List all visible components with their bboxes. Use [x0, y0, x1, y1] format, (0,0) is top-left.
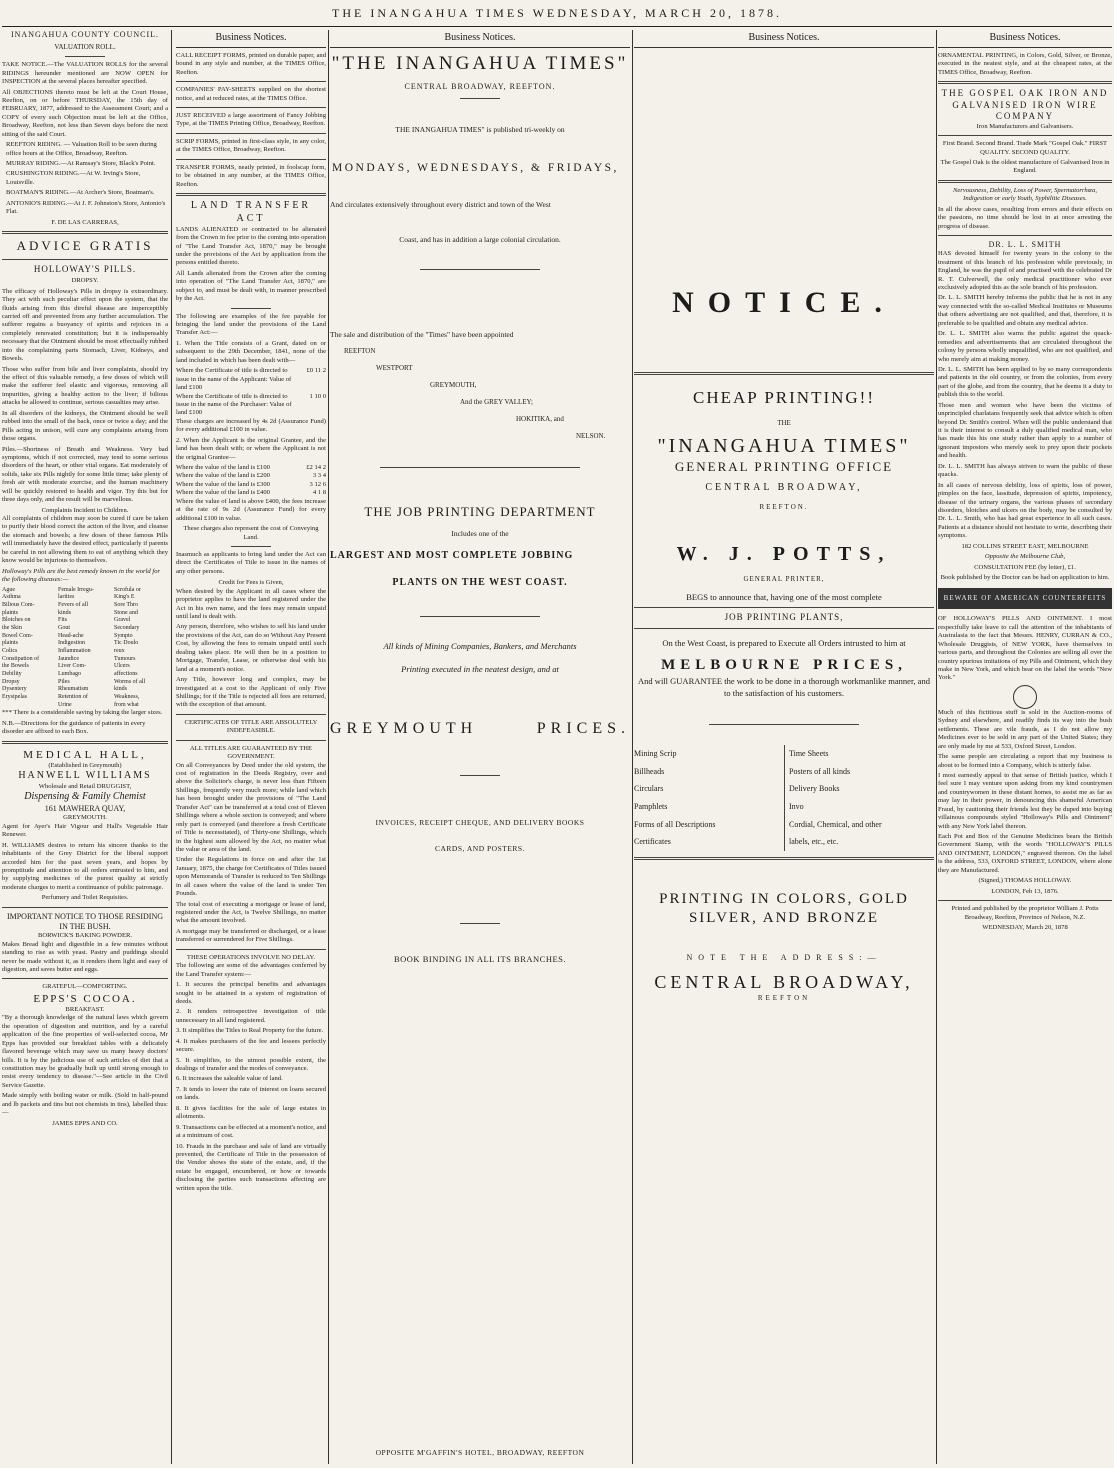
- divider: [176, 193, 326, 196]
- fee-amount: £0 11 2: [306, 367, 326, 375]
- reefton: REEFTON.: [759, 502, 809, 511]
- coast-line: Coast, and has in addition a large colonial circulation.: [399, 235, 561, 245]
- notice-heading: NOTICE.: [672, 285, 896, 319]
- town-reefton: REEFTON: [344, 347, 376, 356]
- greymouth-word: GREYMOUTH: [330, 719, 478, 737]
- divider: [938, 135, 1112, 136]
- advantage-item: 5. It simplifies, to the utmost possible extent, the dealings of transfer and the modes of conveyance.: [176, 1056, 326, 1073]
- nb-note: N.B.—Directions for the guidance of patients in every disorder are affixed to each Box.: [2, 719, 146, 736]
- fee-row: [176, 472, 326, 480]
- holloway-date: LONDON, Feb 13, 1876.: [991, 887, 1059, 895]
- publication-days: MONDAYS, WEDNESDAYS, & FRIDAYS,: [332, 161, 619, 174]
- riding-item: BOATMAN'S RIDING.—At Archer's Store, Boatman's.: [6, 189, 155, 197]
- print-item: Time Sheets: [789, 749, 829, 759]
- advantage-item: 7. It tends to lower the rate of interest on loans secured on lands.: [176, 1085, 326, 1102]
- column-1: [2, 30, 168, 1464]
- agents-line: The sale and distribution of the "Times" have been appointed: [330, 329, 514, 339]
- printed-by: Printed and published by the proprietor William J. Potts Broadway, Reefton, Province of Nelson, N.Z.: [951, 905, 1099, 921]
- fee-row: [176, 481, 326, 489]
- certificates-title: CERTIFICATES OF TITLE ARE ABSOLUTELY INDEFEASIBLE.: [184, 718, 318, 735]
- fee-label: Where the Certificate of title is directed to issue in the name of the Purchaser: Value of land £100: [176, 392, 292, 417]
- column-header: Business Notices.: [938, 30, 1112, 48]
- column-divider: [328, 30, 329, 1464]
- council-objections: All OBJECTIONS thereto must be left at the Court House, Reefton, on or before THURSDAY, the 15th day of FEBRUARY, 1877, addressed to the Assessment Court; and a COPY of every such Objection must be left at the Office, Broadway, Reefton, not less than Seven days before the next sitting of the said Court.: [2, 88, 168, 138]
- divider: [709, 724, 859, 725]
- disease-item: Colics: [2, 647, 18, 654]
- disease-item: the Skin: [2, 624, 22, 631]
- town-grey-valley: And the GREY VALLEY;: [460, 398, 533, 407]
- dropsy-text: The efficacy of Holloway's Pills in dropsy is extraordinary. They act with such peculiar effect upon the system, that the fluids arising from this direful disease are imperceptibly carried off and prevented from any further accumulation. The sufferer regains a buoyancy of spirits and rejoices in a completely renovated constitution; but it is indispensably necessary that the Ointment should be most effectually rubbed into the complaining parts Stomach, Liver, Kidneys, and Bowels.: [2, 287, 168, 363]
- includes-line: Includes one of the: [451, 528, 509, 538]
- divider: [176, 81, 326, 82]
- advantage-item: 6. It increases the saleable value of land.: [176, 1075, 283, 1083]
- gospel-text: The Gospel Oak is the oldest manufacture of Galvanised Iron in England.: [940, 158, 1110, 175]
- column-divider: [936, 30, 937, 1464]
- disease-item: from what: [114, 701, 139, 708]
- disease-item: larities: [58, 594, 75, 601]
- town-westport: WESTPORT: [376, 364, 413, 373]
- hanwell-williams: HANWELL WILLIAMS: [18, 770, 152, 782]
- advantage-item: 3. It simplifies the Titles to Real Property for the future.: [176, 1027, 324, 1035]
- divider: [231, 546, 271, 547]
- council-title: INANGAHUA COUNTY COUNCIL.: [10, 30, 160, 39]
- fee-amount: 4 1 8: [312, 489, 326, 497]
- potts-name: W. J. POTTS,: [676, 542, 892, 565]
- disease-item: Asthma: [2, 594, 21, 601]
- fee-amount: 1 10 0: [309, 392, 326, 400]
- largest-line: LARGEST AND MOST COMPLETE JOBBING: [330, 550, 574, 562]
- divider: [460, 775, 500, 776]
- book-binding: BOOK BINDING IN ALL ITS BRANCHES.: [393, 954, 567, 965]
- begs-line: BEGS to announce that, having one of the most complete: [686, 592, 882, 603]
- divider: [634, 372, 934, 375]
- fee-row: [176, 464, 326, 472]
- companies-paysheets: COMPANIES' PAY-SHEETS supplied on the shortest notice, and at reduced rates, at the TIMES Office.: [176, 86, 326, 102]
- holloway-warning: OF HOLLOWAY'S PILLS AND OINTMENT. I most respectfully take leave to call the attention of the inhabitants of Australasia to the fact that Messrs. HENRY, CURRAN & CO., Wholesale Druggists, of NEW YORK, have themselves in various parts, and throughout the Colonies are selling all over the country spurious imitations of my Pills and Ointment, which they make in New York, and which bear on the label the words "New York.": [938, 615, 1112, 682]
- disease-item: Bilious Com-: [2, 601, 35, 608]
- print-item: Posters of all kinds: [789, 766, 851, 776]
- disease-item: Secondary: [114, 624, 140, 631]
- disease-item: Weakness,: [114, 693, 140, 700]
- disease-item: Scrofula or: [114, 586, 141, 593]
- lta-text: These charges also represent the cost of Conveying Land.: [183, 525, 319, 541]
- disease-item: Debility: [2, 670, 22, 677]
- disease-item: Erysipelas: [2, 693, 27, 700]
- fee-row: [176, 489, 326, 497]
- divider: [176, 133, 326, 134]
- divider: [938, 900, 1112, 901]
- print-item: Certificates: [634, 837, 671, 847]
- smith-address: 182 COLLINS STREET EAST, MELBOURNE: [961, 542, 1089, 550]
- central-broadway-big: CENTRAL BROADWAY,: [654, 972, 914, 993]
- divider: [460, 98, 500, 99]
- disease-item: Tic Doulo: [114, 640, 139, 647]
- divider: [231, 308, 271, 309]
- borwick-title: BORWICK'S BAKING POWDER.: [37, 932, 133, 940]
- divider: [420, 616, 540, 617]
- disease-item: Rheumatism: [58, 686, 89, 693]
- titles-text: A mortgage may be transferred or discharged, or a lease transferred or surrendered for Five Shillings.: [176, 927, 326, 944]
- disease-item: Gravel: [114, 617, 131, 624]
- divider: [380, 467, 580, 468]
- complaints-heading: Complaints Incident to Children.: [41, 506, 129, 514]
- smith-opposite: Opposite the Melbourne Club,: [984, 553, 1066, 561]
- transfer-forms: TRANSFER FORMS, neatly printed, in foolscap form, to be obtained in any number, at the TIMES Office, Reefton.: [176, 163, 326, 188]
- divider: [176, 107, 326, 108]
- column-header: Business Notices.: [330, 30, 630, 48]
- divider: [176, 949, 326, 950]
- greymouth: GREYMOUTH.: [63, 814, 107, 822]
- items-right: [784, 745, 934, 851]
- titles-text: The total cost of executing a mortgage or lease of land, registered under the Act, is Twelve Shillings, no matter what the amount involved.: [176, 900, 326, 925]
- gospel-sub: Iron Manufacturers and Galvanisers.: [976, 122, 1074, 130]
- town-nelson: NELSON.: [576, 432, 606, 441]
- council-subtitle: VALUATION ROLL.: [54, 43, 116, 52]
- epps-signature: JAMES EPPS AND CO.: [52, 1119, 118, 1127]
- holloway-warning: Much of this fictitious stuff is sold in the Auction-rooms of Sydney and elsewhere, and readily finds its way into the bush settlements. These are vile frauds, as I do not allow my Medicines ever to be sold in any part of the United States; they are only made by me at 533, Oxford Street, London.: [938, 708, 1112, 750]
- divider: [2, 259, 168, 260]
- titles-text: Under the Regulations in force on and after the 1st January, 1875, the charge for Certificates of Titles issued upon Memoranda of Transfer is reduced to Ten Shillings in all cases where the value of the land is under Ten Pounds.: [176, 856, 326, 898]
- disease-item: the Bowels: [2, 663, 29, 670]
- print-item: Invo: [789, 802, 804, 812]
- scrip-forms: SCRIP FORMS, printed in first-class style, in any color, at the TIMES Office, Broadway, Reefton.: [176, 137, 326, 154]
- medical-sub: (Established in Greymouth): [48, 761, 122, 769]
- advice-title: ADVICE GRATIS: [16, 238, 154, 254]
- lta-text: The following are examples of the fee payable for bringing the land under the provisions of the Land Transfer Act:—: [176, 312, 326, 337]
- riding-item: ANTONIO'S RIDING.—At J. F. Johnston's Store, Antonio's Flat.: [6, 199, 166, 216]
- divider: [938, 81, 1112, 84]
- disease-item: Piles: [58, 678, 70, 685]
- divider: [65, 56, 105, 57]
- disease-item: Lumbago: [58, 670, 81, 677]
- divider: [938, 180, 1112, 183]
- print-item: Circulars: [634, 784, 664, 794]
- fee-label: Where the Certificate of title is directed to issue in the name of the Applicant: Value of land £100: [176, 367, 292, 392]
- print-item: labels, etc., etc.: [789, 837, 839, 847]
- divider: [2, 907, 168, 908]
- divider: [634, 857, 934, 860]
- advantages-list: [176, 981, 326, 1193]
- holloway-signature: (Signed,) THOMAS HOLLOWAY.: [978, 877, 1072, 885]
- disease-item: Indigestion: [58, 640, 85, 647]
- disease-item: Tumours: [114, 655, 136, 662]
- dropsy-text: Piles.—Shortness of Breath and Weakness. Very bad symptoms, which if not corrected, may tend to some serious disorders of the heart, or other vital organs. Eat moderately of solids, take six Pills nightly for some little time; take plenty of fresh air with moderate exercise, and the human machinery will be quickly restored to health and vigor. Try this but for three days only, and the result will be marvellous.: [2, 445, 168, 504]
- holloway-warning: I most earnestly appeal to that sense of British justice, which I feel sure I may venture upon asking from my kind countrymen and countrywomen in these distant homes, to assist me as far as may lay in their power, in denouncing this shameful American Fraud, by cautioning their friends lest they be duped into buying villainous compounds styled "Holloway's Pills and Ointment" with any New York label thereon.: [938, 771, 1112, 830]
- operations-title: THESE OPERATIONS INVOLVE NO DELAY.: [186, 953, 316, 961]
- general-printing-office: GENERAL PRINTING OFFICE: [674, 459, 894, 475]
- disease-item: Fits: [58, 617, 68, 624]
- agent-text: Agent for Ayer's Hair Vigour and Hall's Vegetable Hair Renewer.: [2, 822, 168, 839]
- dropsy-heading: DROPSY.: [71, 277, 99, 285]
- riding-item: REEFTON RIDING. — Valuation Roll to be seen during office hours at the Office, Broadway, Reefton.: [6, 141, 157, 157]
- disease-list: [2, 587, 168, 710]
- disease-item: Ague: [2, 586, 15, 593]
- items-left: [634, 745, 780, 851]
- disease-item: Liver Com-: [58, 663, 87, 670]
- column-divider: [171, 30, 172, 1464]
- print-item: Billheads: [634, 766, 665, 776]
- epps-cocoa: EPPS'S COCOA.: [33, 992, 137, 1005]
- town-hokitika: HOKITIKA, and: [516, 415, 564, 424]
- fee-label: Where the value of the land is £200: [176, 472, 270, 480]
- disease-item: Retention of: [58, 693, 88, 700]
- times-address: CENTRAL BROADWAY, REEFTON.: [404, 82, 556, 92]
- guarantee-line: And will GUARANTEE the work to be done in a thorough workmanlike manner, and to the satisfaction of his customers.: [638, 675, 930, 699]
- divider: [938, 235, 1112, 236]
- smith-text: Dr. L. L. SMITH has been applied to by so many correspondents and patients in the old country, or from the colonies, from every part of the globe, and from the country, that he deems it a duty to publish this to the world.: [938, 365, 1112, 399]
- nervousness-text: In all the above cases, resulting from errors and their effects on the passions, no time should be lost in at once arresting the progress of disease.: [938, 205, 1112, 230]
- smith-text: In all cases of nervous debility, loss of spirits, loss of power, pimples on the face, lassitude, depression of spirits, impotency, disease of the urinary organs, the various phases of secondary disorders, blotches and ulcers on the body, may be consulted by Dr. L. L. Smith, who has had great experience in all such cases. Patients at a distance should not hesitate to write, describing their symptoms.: [938, 481, 1112, 540]
- riding-item: CRUSHINGTON RIDING.—At W. Irving's Store, Louisville.: [6, 170, 141, 186]
- lta-text: Inasmuch as applicants to bring land under the Act can direct the Certificates of Title to issue in the names of any other persons.: [176, 550, 326, 575]
- all-kinds-line: All kinds of Mining Companies, Bankers, and Merchants: [383, 640, 577, 651]
- fee-amount: £2 14 2: [306, 464, 326, 472]
- job-department: THE JOB PRINTING DEPARTMENT: [364, 504, 596, 520]
- disease-item: kinds: [58, 609, 72, 616]
- disease-item: Sore Thro: [114, 601, 139, 608]
- column-2: [176, 30, 326, 1464]
- divider: [634, 628, 934, 629]
- disease-item: [2, 702, 56, 710]
- holloway-warning: The same people are circulating a report that my business is about to be formed into a Company, which is utterly false.: [938, 753, 1112, 769]
- plants-line: PLANTS ON THE WEST COAST.: [392, 577, 568, 589]
- disease-item: Fevers of all: [58, 601, 88, 608]
- fee-table: [176, 367, 326, 418]
- lta-text: All Lands alienated from the Crown after the coming into operation of "The Land Transfer Act, 1870," are subject to, and must be dealt with, in manner prescribed by the Act.: [176, 269, 326, 303]
- cheap-printing: CHEAP PRINTING!!: [692, 388, 875, 408]
- advantage-item: 8. It gives facilities for the sale of large estates in allotments.: [176, 1104, 326, 1121]
- divider: [460, 923, 500, 924]
- divider: [176, 740, 326, 741]
- divider: [2, 231, 168, 234]
- disease-item: plaints: [2, 640, 18, 647]
- just-received: JUST RECEIVED a large assortment of Fancy Jobbing Type, at the TIMES Printing Office, Broadway, Reefton.: [176, 111, 326, 128]
- smith-title: DR. L. L. SMITH: [988, 240, 1062, 250]
- dropsy-text: Those who suffer from bile and liver complaints, should try the effect of this valuable remedy, a few doses of which will make the sufferer feel elastic and vigorous, removing all impurities, giving a healthy action to the liver; if bilious attacks be allowed to continue, serious casualties may arise.: [2, 365, 168, 407]
- disease-item: Sympto: [114, 632, 133, 639]
- print-item: Pamphlets: [634, 802, 668, 812]
- top-rule: [2, 26, 1112, 27]
- printing-colors: PRINTING IN COLORS, GOLD SILVER, AND BRONZE: [659, 890, 909, 927]
- divider: [2, 978, 168, 979]
- west-coast-line: On the West Coast, is prepared to Execute all Orders intrusted to him at: [662, 637, 906, 648]
- fee-table: [176, 464, 326, 498]
- holloway-seal-icon: [1013, 685, 1037, 709]
- land-transfer-title: LAND TRANSFER ACT: [190, 200, 312, 224]
- column-divider: [632, 30, 633, 1464]
- disease-item: Constipation of: [2, 655, 40, 662]
- druggist: Wholesale and Retail DRUGGIST,: [38, 782, 132, 790]
- issue-date: WEDNESDAY, March 20, 1878: [982, 923, 1068, 931]
- holloway-warning: Each Pot and Box of the Genuine Medicines bears the British Government Stamp, with the words "HOLLOWAY'S PILLS AND OINTMENT, LONDON," engraved thereon. On the label is the address, 533, OXFORD STREET, LONDON, where alone they are Manufactured.: [938, 833, 1112, 874]
- advantage-item: 4. It makes purchasers of the fee and lessees perfectly secure.: [176, 1037, 326, 1054]
- advantage-item: 10. Frauds in the purchase and sale of land are virtually prevented, the Certificate of Title in the possession of the Vendor shows the state of the estate, and, if the estate be engaged, encumbered, or how or towards disclosing the parties such transactions affecting are written upon the title.: [176, 1142, 326, 1192]
- lta-text: Where the value of land is above £400, the fees increase at the rate of 9s 2d (Assurance Fund) for every additional £100 in value.: [176, 497, 326, 522]
- fee-label: Where the value of the land is £100: [176, 464, 270, 472]
- print-items: [634, 745, 934, 851]
- disease-item: affections: [114, 670, 138, 677]
- smith-fee: CONSULTATION FEE (by letter), £1.: [974, 563, 1076, 571]
- cards-line: CARDS, AND POSTERS.: [435, 843, 525, 853]
- circulation-line: And circulates extensively throughout every district and town of the West: [330, 199, 551, 209]
- fee-row: [176, 367, 326, 392]
- fee-row: [176, 393, 326, 418]
- note-address: NOTE THE ADDRESS:—: [686, 952, 882, 962]
- fee-label: Where the value of the land is £400: [176, 489, 270, 497]
- grateful: GRATEFUL—COMFORTING.: [42, 983, 128, 991]
- smith-book: Book published by the Doctor can be had on application to him.: [940, 574, 1110, 582]
- dropsy-text: In all disorders of the kidneys, the Ointment should be well rubbed into the small of the back, once or twice a day; and the Pills acting in unison, will cure any complaints arising from those organs.: [2, 409, 168, 443]
- lta-text: 1. When the Title consists of a Grant, dated on or subsequent to the 29th December, 1841, none of the land included in which has been dealt with—: [176, 339, 326, 364]
- fee-amount: 3 3 4: [312, 472, 326, 480]
- disease-item: King's E: [114, 594, 135, 601]
- council-signature: F. DE LAS CARRERAS,: [51, 218, 119, 226]
- general-printer: GENERAL PRINTER,: [743, 575, 825, 584]
- advantage-item: 2. It renders retrospective investigation of title unnecessary in all land registered.: [176, 1008, 326, 1024]
- dispensing: Dispensing & Family Chemist: [24, 791, 146, 803]
- credit-text: When desired by the Applicant in all cases where the proprietor applies to have the land registered under the Act in his own name, and the fees may remain unpaid until land is dealt with.: [176, 587, 326, 621]
- job-printing-plants: JOB PRINTING PLANTS,: [724, 612, 844, 623]
- the-word: THE: [777, 418, 791, 427]
- print-item: Delivery Books: [789, 784, 840, 794]
- disease-item: Dropsy: [2, 678, 20, 685]
- disease-item: kinds: [114, 686, 128, 693]
- column-header: Business Notices.: [176, 30, 326, 48]
- riding-item: MURRAY RIDING.—At Ramsay's Store, Black's Point.: [6, 160, 156, 167]
- gospel-brands: First Brand. Second Brand. Trade Mark "Gospel Oak." FIRST QUALITY. SECOND QUALITY.: [942, 140, 1108, 156]
- important-title: IMPORTANT NOTICE TO THOSE RESIDING IN THE BUSH.: [6, 911, 164, 931]
- disease-item: Inflammation: [58, 647, 91, 654]
- column-5: [938, 30, 1112, 1464]
- column-4: [634, 30, 934, 1464]
- credit-text: Any person, therefore, who wishes to sell his land under the provisions of the Act, can do so Without Any Present Cost, by allowing the fees to remain unpaid until such dealing takes place. He will then be in a position to Mortgage, Transfer, Lease, or otherwise deal with his land at a moment's notice.: [176, 623, 326, 673]
- divider: [176, 159, 326, 160]
- quay-address: 161 MAWHERA QUAY,: [44, 804, 126, 814]
- disease-item: Jaundice: [58, 655, 79, 662]
- receipt-forms: CALL RECEIPT FORMS, printed on durable paper, and bound in any style and number, at the TIMES Office, Reefton.: [176, 51, 326, 76]
- disease-item: Bowel Com-: [2, 632, 33, 639]
- reefton-small: REEFTON: [757, 994, 811, 1003]
- times-title: "THE INANGAHUA TIMES": [331, 52, 629, 74]
- borwick-text: Makes Bread light and digestible in a few minutes without standing to rise as with yeast. Pastry and puddings should never be made without it, as it renders them light and easy of digestion, and saves butter and eggs.: [2, 940, 168, 973]
- smith-text: HAS devoted himself for twenty years in the colony to the treatment of this branch of his profession while previously, in England, he was the pupil of and practised with the celebrated Dr R. T. Culverwell, the only medical practitioner who ever exclusively adopted this as the sole branch of his profession.: [938, 250, 1112, 292]
- williams-text-2: Perfumery and Toilet Requisites.: [41, 894, 129, 902]
- all-titles-heading: ALL TITLES ARE GUARANTEED BY THE GOVERNMENT.: [189, 744, 313, 761]
- print-item: Cordial, Chemical, and other: [789, 819, 882, 829]
- remedy-line: Holloway's Pills are the best remedy known in the world for the following diseases:—: [2, 567, 161, 584]
- disease-item: Head-ache: [58, 632, 84, 639]
- print-item: Forms of all Descriptions: [634, 819, 716, 829]
- breakfast: BREAKFAST.: [65, 1005, 105, 1013]
- gospel-oak-title: THE GOSPEL OAK IRON AND GALVANISED IRON WIRE COMPANY: [941, 88, 1109, 122]
- medical-hall-title: MEDICAL HALL,: [23, 748, 147, 761]
- divider: [420, 269, 540, 270]
- advantage-item: 1. It secures the principal benefits and advantages sought to be attained in a system of registration of deeds.: [176, 981, 326, 1005]
- beware-banner: BEWARE OF AMERICAN COUNTERFEITS: [938, 588, 1112, 609]
- lta-text: LANDS ALIENATED or contracted to be alienated from the Crown in fee prior to the coming into operation of "The Land Transfer Act, 1870," may be brought under the provisions of the Act by application from the persons entitled thereto.: [176, 225, 326, 267]
- complaints-text: All complaints of children may soon be cured if care be taken to purify their blood correct the action of the liver, and cleanse the stomach and bowels; a few doses of these famous Pills will immediately have the desired effect, particularly if parents be careful in not allowing them to eat of anything which they know would be injurious to themselves.: [2, 515, 168, 565]
- fee-amount: 3 12 6: [309, 480, 326, 488]
- lta-text: These charges are increased by 4s 2d (Assurance Fund) for every additional £100 in value.: [176, 417, 326, 434]
- disease-item: Female Irregu-: [58, 586, 94, 593]
- disease-item: reux: [114, 647, 125, 654]
- print-item: Mining Scrip: [634, 749, 677, 759]
- lta-text: 2. When the Applicant is the original Grantee, and the land has been dealt with; or where the Applicant is not the original Grantee—: [176, 436, 326, 461]
- williams-text: H. WILLIAMS desires to return his sincere thanks to the inhabitants of the Grey District for the liberal support accorded him for the past seven years, and hopes by promptitude and attention to all orders entrusted to him, and by supplying medicines of the purest quality at strictly moderate charges to merit a continuance of public patronage.: [2, 841, 168, 891]
- fee-label: Where the value of the land is £300: [176, 480, 270, 488]
- epps-text-2: Made simply with boiling water or milk. (Sold in half-pound and lb packets and tins but not chemists in tins), labelled thus:—: [2, 1092, 168, 1117]
- town-greymouth: GREYMOUTH,: [430, 381, 477, 390]
- operations-text: The following are some of the advantages conferred by the Land Transfer system:—: [176, 962, 326, 978]
- smith-text: Those men and women who have been the victims of unprincipled charlatans frequently seek that advice which is often beyond Dr. Smith's control. When will the public understand that it is their interest to consult a duly qualified medical man, who has made this his one study rather than apply to a number of ignorant impostors who merely seek to prey upon their pockets and health.: [938, 401, 1112, 460]
- masthead: THE INANGAHUA TIMES WEDNESDAY, MARCH 20, 1878.: [332, 6, 782, 20]
- smith-text: Dr. L. L. SMITH has always striven to warn the public of these quacks.: [938, 462, 1112, 479]
- disease-item: Blotches on: [2, 617, 31, 624]
- column-header: Business Notices.: [634, 30, 934, 48]
- titles-text: On all Conveyances by Deed under the old system, the cost of registration in the Deeds Registry, over and above the Solicitor's charge, is never less than Fifteen Shillings, frequently very much more; while land which has been brought under the provisions of "The Land Transfer Act" can be transferred at a total cost of Eleven Shillings where a whole section is conveyed; and where only part is conveyed (and therefore a fresh Certificate of Title is necessitated), of Thirty-one Shillings, which in the highest sum allowed by the Act, no matter what the value or area of the land.: [176, 761, 326, 853]
- divider: [634, 607, 934, 608]
- central-broadway: CENTRAL BROADWAY,: [705, 482, 863, 494]
- inangahua-times: "INANGAHUA TIMES": [657, 434, 911, 457]
- epps-text: "By a thorough knowledge of the natural laws which govern the operation of digestion and nutrition, and by a careful application of the fine properties of well-selected cocoa, Mr Epps has provided our breakfast tables with a delicately flavored beverage which may save us many heavy doctors' bills. It is by the judicious use of such articles of diet that a constitution may be gradually built up until strong enough to resist every tendency to disease."—See article in the Civil Service Gazette.: [2, 1014, 168, 1089]
- council-notice: TAKE NOTICE.—The VALUATION ROLLS for the several RIDINGS hereunder mentioned are NOW OPEN for INSPECTION at the several places hereafter specified.: [2, 61, 168, 86]
- printing-line: Printing executed in the neatest design, and at: [401, 663, 559, 674]
- credit-heading: Credit for Fees is Given,: [218, 579, 284, 587]
- smith-text: Dr. L. L. SMITH hereby informs the public that he is not in any way connected with the so-called Medical Institutes or Museums that others advertising are not qualified, and that, therefore, it is preferable to be qualified and obtain any medical advice.: [938, 294, 1112, 327]
- nervousness-line: Nervousness, Debility, Loss of Power, Spermatorrhœa, Indigestion or early Youth, Syphilitic Diseases.: [952, 186, 1098, 203]
- divider: [2, 741, 168, 744]
- invoices-line: INVOICES, RECEIPT CHEQUE, AND DELIVERY BOOKS: [375, 818, 585, 828]
- disease-item: plaints: [2, 609, 18, 616]
- ornamental-printing: ORNAMENTAL PRINTING, in Colors, Gold, Silver, or Bronze, executed in the neatest style, and at the cheapest rates, at the TIMES Office, Broadway, Reefton.: [938, 51, 1112, 76]
- prices-word: PRICES.: [536, 719, 630, 737]
- disease-item: Urine: [58, 701, 72, 708]
- disease-item: Gout: [58, 624, 70, 631]
- disease-item: Stone and: [114, 609, 138, 616]
- holloway-title: HOLLOWAY'S PILLS.: [33, 263, 137, 274]
- melbourne-prices: MELBOURNE PRICES,: [661, 656, 907, 673]
- credit-text: Any Title, however long and complex, may be investigated at a cost to the Applicant of only Five Shillings; for if the Title is rejected all fees are returned, with the exception of that amount.: [176, 676, 326, 709]
- advantage-item: 9. Transactions can be effected at a moment's notice, and at a minimum of cost.: [176, 1123, 326, 1140]
- disease-item: Ulcers: [114, 663, 130, 670]
- smith-text: Dr. L. L. SMITH also warns the public against the quack-remedies and advertisements that are circulated throughout the colony by persons wholly unqualified, who are not qualified, and who merely aim at making money.: [938, 330, 1112, 363]
- saving-note: *** There is a considerable saving by taking the larger sizes.: [2, 709, 163, 717]
- column-3: [330, 30, 630, 1464]
- published-line: THE INANGAHUA TIMES" is published tri-weekly on: [395, 125, 565, 135]
- disease-item: Dysentery: [2, 686, 27, 693]
- divider: [176, 714, 326, 715]
- opposite-line: OPPOSITE M'GAFFIN'S HOTEL, BROADWAY, REEFTON: [375, 1448, 585, 1457]
- disease-item: Worms of all: [114, 678, 146, 685]
